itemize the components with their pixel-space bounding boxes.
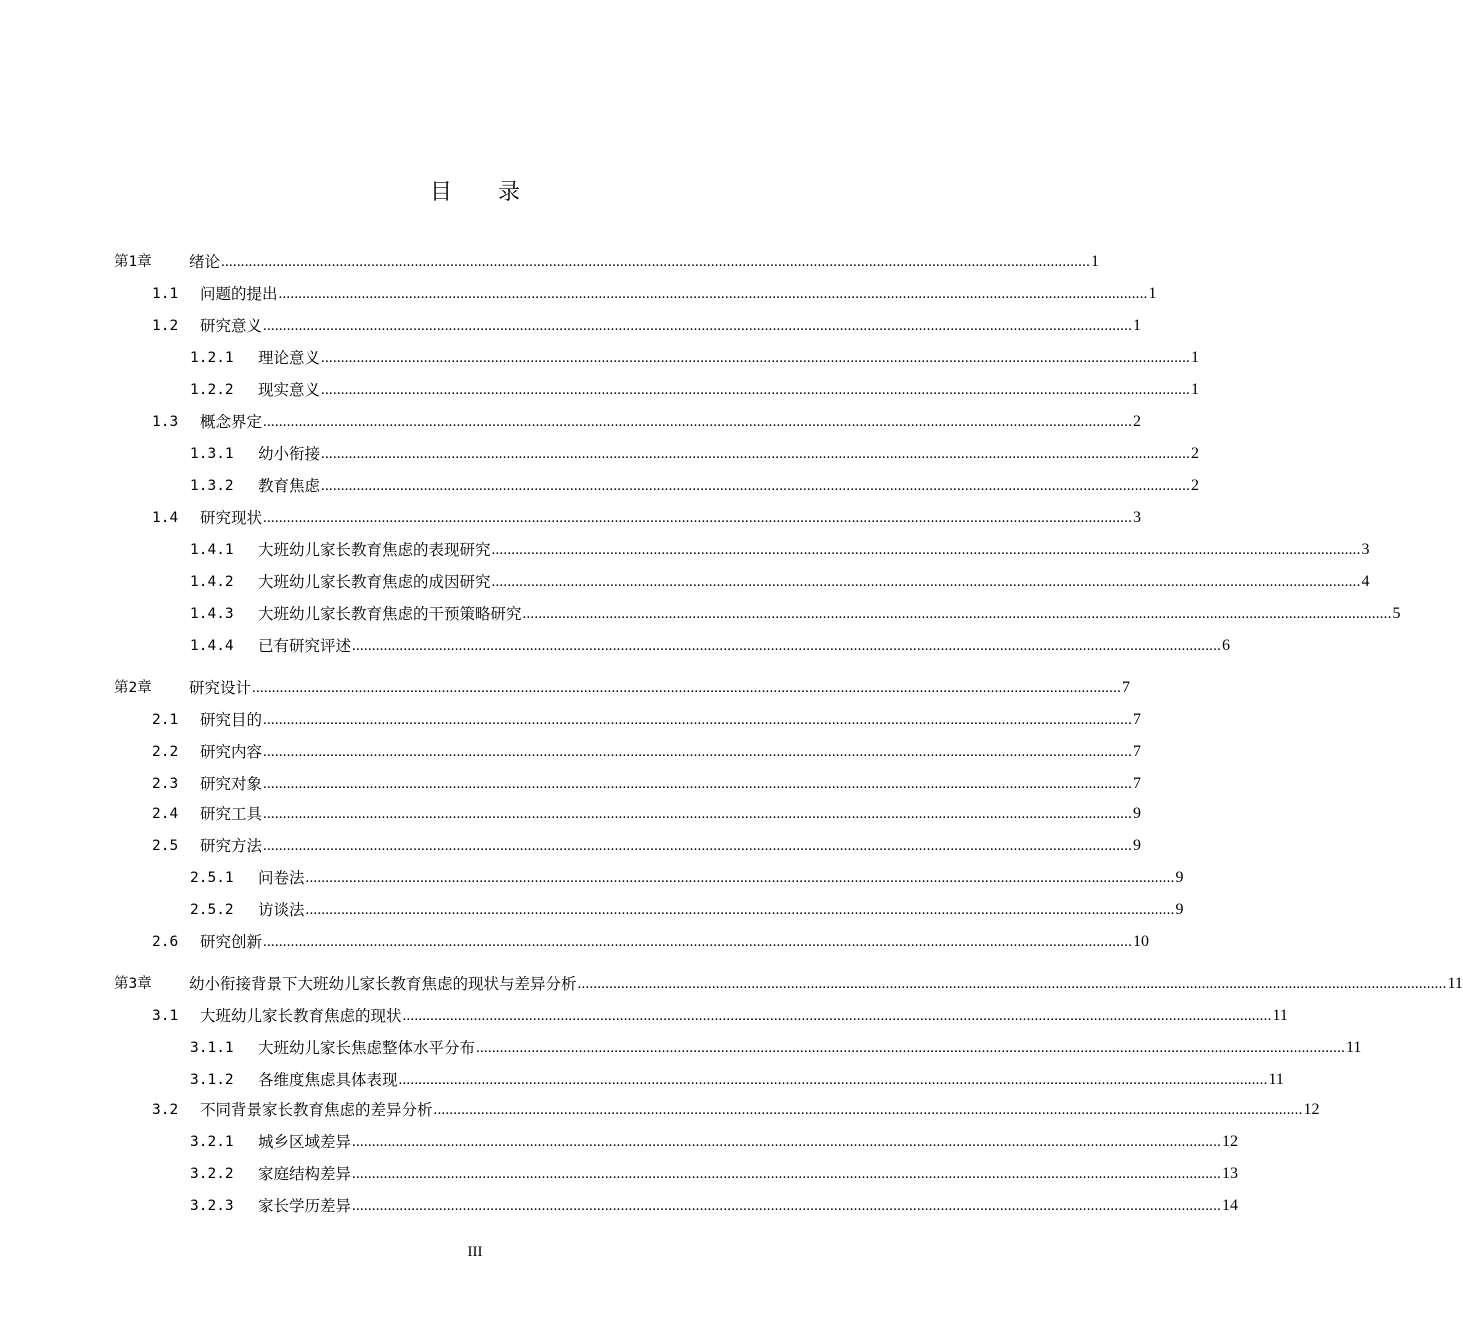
toc-entry-page: 10 bbox=[1133, 933, 1150, 950]
toc-entry-number: 1.3 bbox=[152, 414, 179, 430]
toc-entry-number: 3.2.3 bbox=[190, 1198, 234, 1214]
toc-dot-leader: ............................................................................................................................................................................................................................ bbox=[352, 1134, 1222, 1150]
toc-dot-leader: ............................................................................................................................................................................................................................ bbox=[278, 286, 1148, 302]
toc-entry[interactable] bbox=[190, 344, 1200, 368]
toc-entry[interactable] bbox=[114, 674, 1131, 698]
toc-entry-page: 11 bbox=[1272, 1007, 1288, 1024]
toc-dot-leader: ............................................................................................................................................................................................................................ bbox=[263, 838, 1133, 854]
toc-entry-title: 已有研究评述 bbox=[258, 637, 352, 655]
toc-entry[interactable] bbox=[152, 504, 1142, 528]
toc-entry-page: 3 bbox=[1133, 509, 1142, 526]
toc-entry-title: 不同背景家长教育焦虑的差异分析 bbox=[200, 1101, 433, 1119]
toc-entry-number: 3.1 bbox=[152, 1008, 179, 1024]
toc-entry-title: 大班幼儿家长教育焦虑的成因研究 bbox=[258, 573, 491, 591]
toc-entry-title: 问题的提出 bbox=[200, 285, 278, 303]
toc-entry-title: 理论意义 bbox=[258, 349, 321, 367]
toc-dot-leader: ............................................................................................................................................................................................................................ bbox=[321, 446, 1191, 462]
toc-entry[interactable] bbox=[190, 600, 1401, 624]
toc-entry-number: 3.1.1 bbox=[190, 1040, 234, 1056]
toc-dot-leader: ............................................................................................................................................................................................................................ bbox=[263, 776, 1133, 792]
toc-entry-page: 4 bbox=[1361, 573, 1370, 590]
toc-entry-number: 2.1 bbox=[152, 712, 179, 728]
toc-dot-leader: ............................................................................................................................................................................................................................ bbox=[352, 638, 1222, 654]
toc-entry-title: 大班幼儿家长教育焦虑的干预策略研究 bbox=[258, 605, 522, 623]
toc-dot-leader: ............................................................................................................................................................................................................................ bbox=[398, 1072, 1268, 1088]
toc-entry-number: 1.4 bbox=[152, 510, 179, 526]
toc-entry-title: 概念界定 bbox=[200, 413, 263, 431]
toc-dot-leader: ............................................................................................................................................................................................................................ bbox=[522, 606, 1392, 622]
toc-entry-page: 6 bbox=[1222, 637, 1231, 654]
toc-entry-number: 第3章 bbox=[114, 976, 152, 992]
toc-dot-leader: ............................................................................................................................................................................................................................ bbox=[491, 542, 1361, 558]
toc-entry[interactable] bbox=[152, 800, 1142, 824]
toc-dot-leader: ............................................................................................................................................................................................................................ bbox=[491, 574, 1361, 590]
toc-entry-number: 3.1.2 bbox=[190, 1072, 234, 1088]
toc-entry[interactable] bbox=[190, 896, 1184, 920]
toc-entry-title: 各维度焦虑具体表现 bbox=[258, 1071, 398, 1089]
toc-dot-leader: ............................................................................................................................................................................................................................ bbox=[263, 712, 1133, 728]
toc-entry-title: 绪论 bbox=[189, 253, 221, 271]
toc-entry-title: 研究对象 bbox=[200, 775, 263, 793]
toc-entry[interactable] bbox=[152, 832, 1142, 856]
toc-entry-title: 研究设计 bbox=[189, 679, 252, 697]
toc-entry-title: 家庭结构差异 bbox=[258, 1165, 352, 1183]
toc-entry-page: 11 bbox=[1346, 1039, 1362, 1056]
toc-entry-page: 9 bbox=[1133, 837, 1142, 854]
toc-entry-page: 11 bbox=[1447, 975, 1463, 992]
toc-entry[interactable] bbox=[152, 738, 1142, 762]
toc-entry-page: 7 bbox=[1133, 775, 1142, 792]
toc-dot-leader: ............................................................................................................................................................................................................................ bbox=[352, 1166, 1222, 1182]
toc-entry[interactable] bbox=[152, 1096, 1320, 1120]
toc-entry[interactable] bbox=[190, 1066, 1284, 1090]
toc-entry-number: 1.4.4 bbox=[190, 638, 234, 654]
toc-entry[interactable] bbox=[152, 770, 1142, 794]
toc-entry-page: 7 bbox=[1133, 743, 1142, 760]
toc-entry-title: 研究创新 bbox=[200, 933, 263, 951]
toc-entry[interactable] bbox=[190, 864, 1184, 888]
toc-entry[interactable] bbox=[190, 472, 1200, 496]
toc-entry-page: 9 bbox=[1175, 901, 1184, 918]
toc-entry[interactable] bbox=[114, 248, 1100, 272]
toc-entry-number: 1.4.3 bbox=[190, 606, 234, 622]
title-char: 目 bbox=[429, 180, 452, 205]
toc-dot-leader: ............................................................................................................................................................................................................................ bbox=[252, 680, 1122, 696]
toc-dot-leader: ............................................................................................................................................................................................................................ bbox=[577, 976, 1447, 992]
toc-entry-page: 1 bbox=[1148, 285, 1157, 302]
toc-entry-page: 9 bbox=[1175, 869, 1184, 886]
toc-entry-title: 现实意义 bbox=[258, 381, 321, 399]
toc-entry-title: 研究意义 bbox=[200, 317, 263, 335]
toc-entry[interactable] bbox=[190, 440, 1200, 464]
toc-entry-title: 大班幼儿家长教育焦虑的表现研究 bbox=[258, 541, 491, 559]
toc-entry-number: 3.2 bbox=[152, 1102, 179, 1118]
toc-entry-number: 2.3 bbox=[152, 776, 179, 792]
toc-entry[interactable] bbox=[190, 376, 1200, 400]
toc-entry-title: 研究工具 bbox=[200, 805, 263, 823]
toc-entry-page: 2 bbox=[1191, 477, 1200, 494]
toc-entry[interactable] bbox=[152, 280, 1157, 304]
toc-entry[interactable] bbox=[190, 1128, 1239, 1152]
toc-entry-title: 幼小衔接背景下大班幼儿家长教育焦虑的现状与差异分析 bbox=[189, 975, 577, 993]
toc-entry-page: 2 bbox=[1133, 413, 1142, 430]
toc-entry-page: 14 bbox=[1222, 1197, 1239, 1214]
toc-dot-leader: ............................................................................................................................................................................................................................ bbox=[305, 902, 1175, 918]
toc-entry-number: 1.2 bbox=[152, 318, 179, 334]
toc-entry-number: 2.5.2 bbox=[190, 902, 234, 918]
toc-entry[interactable] bbox=[190, 1034, 1362, 1058]
toc-entry-page: 12 bbox=[1303, 1101, 1320, 1118]
toc-entry-number: 1.3.1 bbox=[190, 446, 234, 462]
toc-entry-number: 1.2.2 bbox=[190, 382, 234, 398]
toc-entry-title: 城乡区域差异 bbox=[258, 1133, 352, 1151]
toc-entry-title: 问卷法 bbox=[258, 869, 305, 887]
toc-entry-page: 1 bbox=[1091, 253, 1100, 270]
toc-entry-number: 3.2.2 bbox=[190, 1166, 234, 1182]
toc-entry[interactable] bbox=[190, 536, 1370, 560]
toc-dot-leader: ............................................................................................................................................................................................................................ bbox=[476, 1040, 1346, 1056]
toc-entry-number: 1.1 bbox=[152, 286, 179, 302]
toc-entry[interactable] bbox=[190, 1160, 1239, 1184]
toc-entry-title: 家长学历差异 bbox=[258, 1197, 352, 1215]
toc-entry-number: 2.6 bbox=[152, 934, 179, 950]
toc-entry-title: 研究方法 bbox=[200, 837, 263, 855]
toc-entry-page: 5 bbox=[1392, 605, 1401, 622]
toc-dot-leader: ............................................................................................................................................................................................................................ bbox=[433, 1102, 1303, 1118]
toc-entry-number: 1.3.2 bbox=[190, 478, 234, 494]
toc-entry-number: 2.4 bbox=[152, 806, 179, 822]
toc-entry-title: 大班幼儿家长教育焦虑的现状 bbox=[200, 1007, 402, 1025]
toc-entry-number: 3.2.1 bbox=[190, 1134, 234, 1150]
toc-dot-leader: ............................................................................................................................................................................................................................ bbox=[263, 806, 1133, 822]
toc-dot-leader: ............................................................................................................................................................................................................................ bbox=[263, 318, 1133, 334]
toc-dot-leader: ............................................................................................................................................................................................................................ bbox=[321, 478, 1191, 494]
toc-entry[interactable] bbox=[190, 632, 1231, 656]
toc-entry-page: 13 bbox=[1222, 1165, 1239, 1182]
toc-entry-title: 大班幼儿家长焦虑整体水平分布 bbox=[258, 1039, 476, 1057]
toc-entry-title: 研究内容 bbox=[200, 743, 263, 761]
toc-dot-leader: ............................................................................................................................................................................................................................ bbox=[321, 382, 1191, 398]
toc-entry-number: 2.5 bbox=[152, 838, 179, 854]
toc-entry-page: 11 bbox=[1268, 1071, 1284, 1088]
toc-entry[interactable] bbox=[152, 1002, 1288, 1026]
toc-dot-leader: ............................................................................................................................................................................................................................ bbox=[263, 510, 1133, 526]
toc-dot-leader: ............................................................................................................................................................................................................................ bbox=[263, 414, 1133, 430]
toc-entry-page: 1 bbox=[1191, 381, 1200, 398]
toc-entry[interactable] bbox=[152, 312, 1142, 336]
toc-entry-number: 1.4.2 bbox=[190, 574, 234, 590]
toc-entry-number: 2.5.1 bbox=[190, 870, 234, 886]
toc-entry-page: 1 bbox=[1191, 349, 1200, 366]
toc-entry-title: 研究目的 bbox=[200, 711, 263, 729]
page-title bbox=[0, 178, 950, 208]
toc-entry-title: 幼小衔接 bbox=[258, 445, 321, 463]
toc-entry-number: 第1章 bbox=[114, 254, 152, 270]
title-char: 录 bbox=[498, 180, 521, 205]
toc-entry-page: 3 bbox=[1361, 541, 1370, 558]
toc-entry-page: 1 bbox=[1133, 317, 1142, 334]
toc-entry[interactable] bbox=[152, 928, 1150, 952]
toc-entry-page: 7 bbox=[1133, 711, 1142, 728]
toc-entry-page: 2 bbox=[1191, 445, 1200, 462]
toc-entry-title: 教育焦虑 bbox=[258, 477, 321, 495]
toc-dot-leader: ............................................................................................................................................................................................................................ bbox=[221, 254, 1091, 270]
toc-dot-leader: ............................................................................................................................................................................................................................ bbox=[305, 870, 1175, 886]
toc-dot-leader: ............................................................................................................................................................................................................................ bbox=[263, 934, 1133, 950]
page-number-footer: III bbox=[467, 1244, 483, 1260]
toc-entry-number: 第2章 bbox=[114, 680, 152, 696]
toc-entry-page: 9 bbox=[1133, 805, 1142, 822]
toc-entry[interactable] bbox=[152, 408, 1142, 432]
toc-dot-leader: ............................................................................................................................................................................................................................ bbox=[402, 1008, 1272, 1024]
toc-entry-title: 访谈法 bbox=[258, 901, 305, 919]
toc-dot-leader: ............................................................................................................................................................................................................................ bbox=[263, 744, 1133, 760]
toc-entry-title: 研究现状 bbox=[200, 509, 263, 527]
toc-entry-number: 1.2.1 bbox=[190, 350, 234, 366]
toc-entry[interactable] bbox=[114, 970, 1463, 994]
toc-entry-number: 2.2 bbox=[152, 744, 179, 760]
toc-entry-number: 1.4.1 bbox=[190, 542, 234, 558]
toc-entry[interactable] bbox=[190, 568, 1370, 592]
toc-dot-leader: ............................................................................................................................................................................................................................ bbox=[352, 1198, 1222, 1214]
toc-entry-page: 7 bbox=[1122, 679, 1131, 696]
toc-entry-page: 12 bbox=[1222, 1133, 1239, 1150]
toc-dot-leader: ............................................................................................................................................................................................................................ bbox=[321, 350, 1191, 366]
toc-entry[interactable] bbox=[152, 706, 1142, 730]
toc-entry[interactable] bbox=[190, 1192, 1239, 1216]
